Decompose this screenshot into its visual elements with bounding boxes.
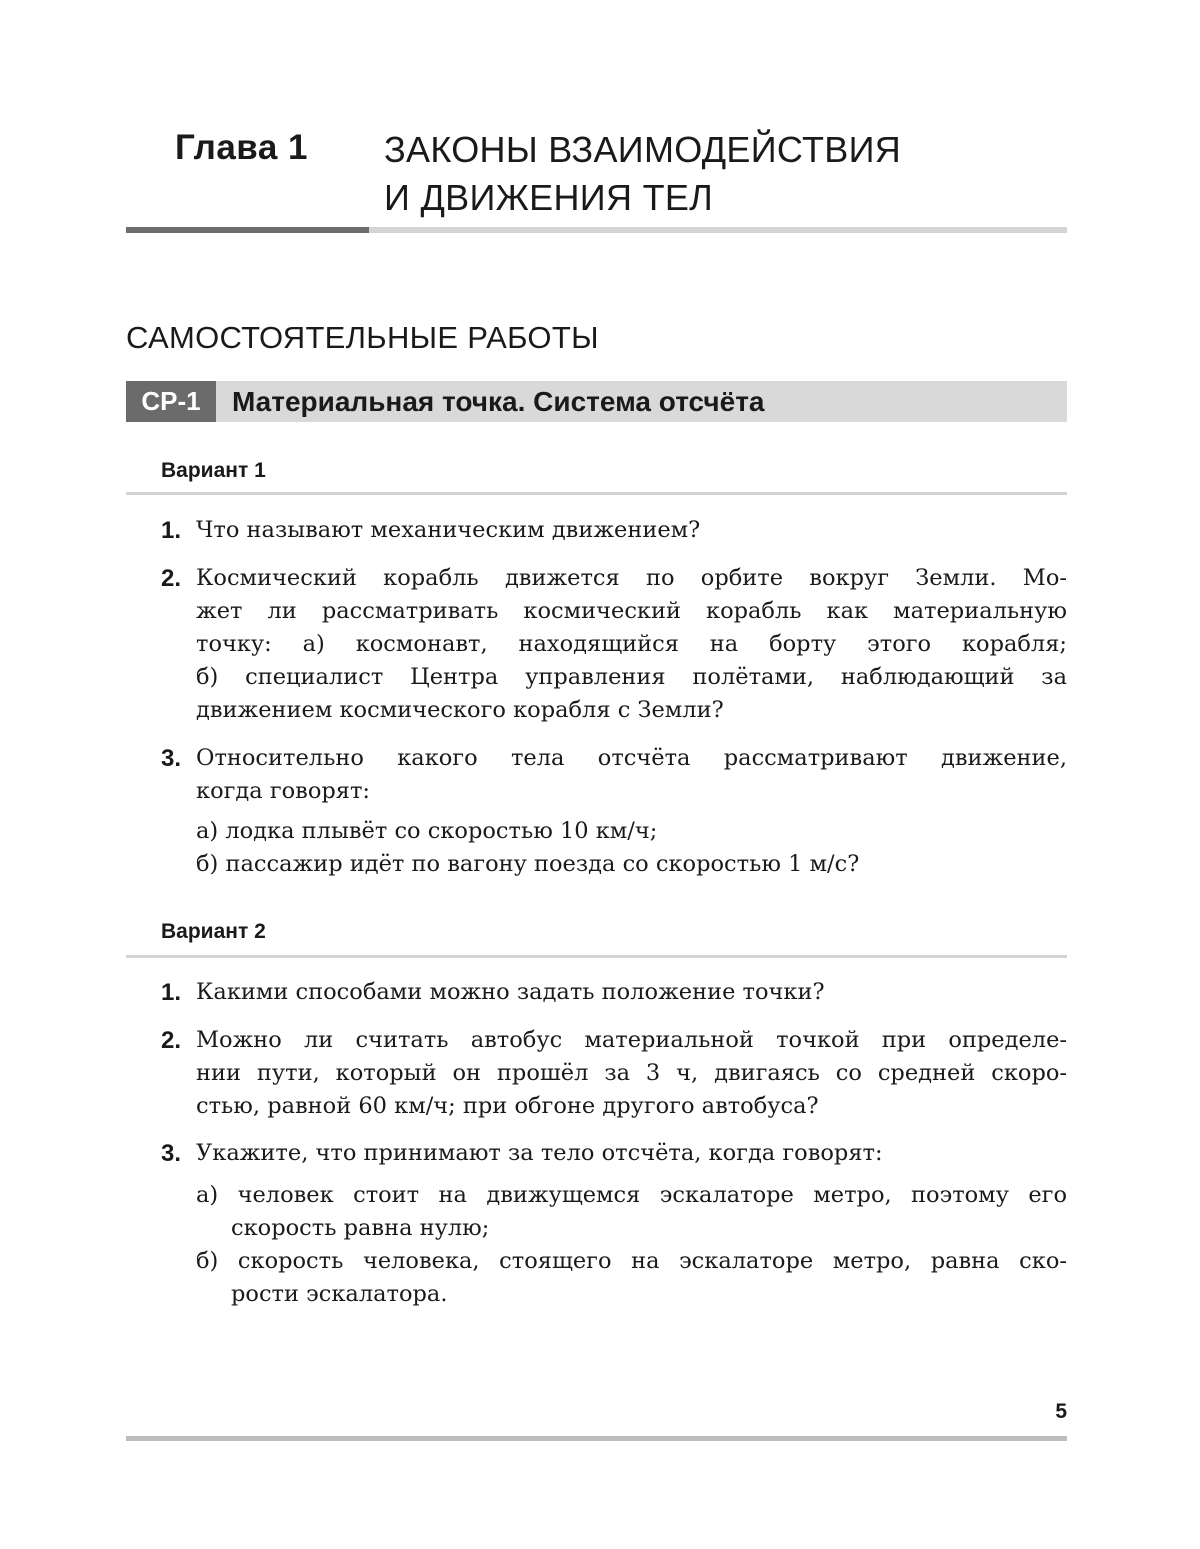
question-line: Какими способами можно задать положение точки? [196, 979, 825, 1005]
chapter-title [384, 126, 901, 222]
question-line: точку: а) космонавт, находящийся на борту этого корабля; [196, 631, 1067, 657]
question-number: 1. [161, 517, 182, 544]
subitem: б) пассажир идёт по вагону поезда со скоростью 1 м/с? [196, 851, 860, 877]
question-line: жет ли рассматривать космический корабль как материальную [196, 598, 1067, 624]
chapter-rule [369, 227, 1067, 233]
question-number: 2. [161, 565, 182, 592]
question-line: стью, равной 60 км/ч; при обгоне другого автобуса? [196, 1093, 819, 1119]
chapter-rule-accent [126, 227, 369, 233]
work-title: Материальная точка. Система отсчёта [232, 386, 765, 417]
chapter-label: Глава 1 [175, 128, 309, 167]
question-line: Что называют механическим движением? [196, 517, 701, 543]
question-number: 1. [161, 979, 182, 1006]
question-line: движением космического корабля с Земли? [196, 697, 724, 723]
chapter-title-line: ЗАКОНЫ ВЗАИМОДЕЙСТВИЯ [384, 129, 902, 170]
question-text [196, 562, 1067, 727]
question-text [196, 514, 1067, 547]
question-text [196, 742, 1067, 808]
question-line: б) специалист Центра управления полётами, наблюдающий за [196, 664, 1067, 690]
question-line: нии пути, который он прошёл за 3 ч, двигаясь со средней скоро- [196, 1060, 1067, 1086]
question-subitems [196, 815, 1067, 881]
question-line: Можно ли считать автобус материальной точкой при определе- [196, 1027, 1067, 1053]
question-number: 2. [161, 1027, 182, 1054]
page-number: 5 [1055, 1400, 1067, 1423]
work-code-badge: СР-1 [126, 381, 216, 422]
question-number: 3. [161, 745, 182, 772]
question-text [196, 1024, 1067, 1123]
question-line: когда говорят: [196, 778, 370, 804]
question-line: Относительно какого тела отсчёта рассматривают движение, [196, 745, 1067, 771]
subitem: б) скорость человека, стоящего на эскалаторе метро, равна ско- [196, 1248, 1067, 1274]
variant-rule [126, 492, 1067, 495]
chapter-title-line: И ДВИЖЕНИЯ ТЕЛ [384, 177, 714, 218]
subitem: скорость равна нулю; [231, 1215, 490, 1241]
variant-title: Вариант 1 [161, 459, 266, 482]
subitem: а) лодка плывёт со скоростью 10 км/ч; [196, 818, 658, 844]
question-number: 3. [161, 1140, 182, 1167]
question-text [196, 976, 1067, 1009]
variant-title: Вариант 2 [161, 920, 266, 943]
section-title: САМОСТОЯТЕЛЬНЫЕ РАБОТЫ [126, 320, 599, 355]
subitem: а) человек стоит на движущемся эскалаторе метро, поэтому его [196, 1182, 1067, 1208]
question-subitems [196, 1179, 1067, 1311]
question-line: Космический корабль движется по орбите вокруг Земли. Мо- [196, 565, 1067, 591]
footer-rule [126, 1436, 1067, 1441]
question-text [196, 1137, 1067, 1170]
question-line: Укажите, что принимают за тело отсчёта, когда говорят: [196, 1140, 883, 1166]
work-banner [126, 381, 1067, 422]
variant-rule [126, 955, 1067, 958]
subitem: рости эскалатора. [231, 1281, 448, 1307]
